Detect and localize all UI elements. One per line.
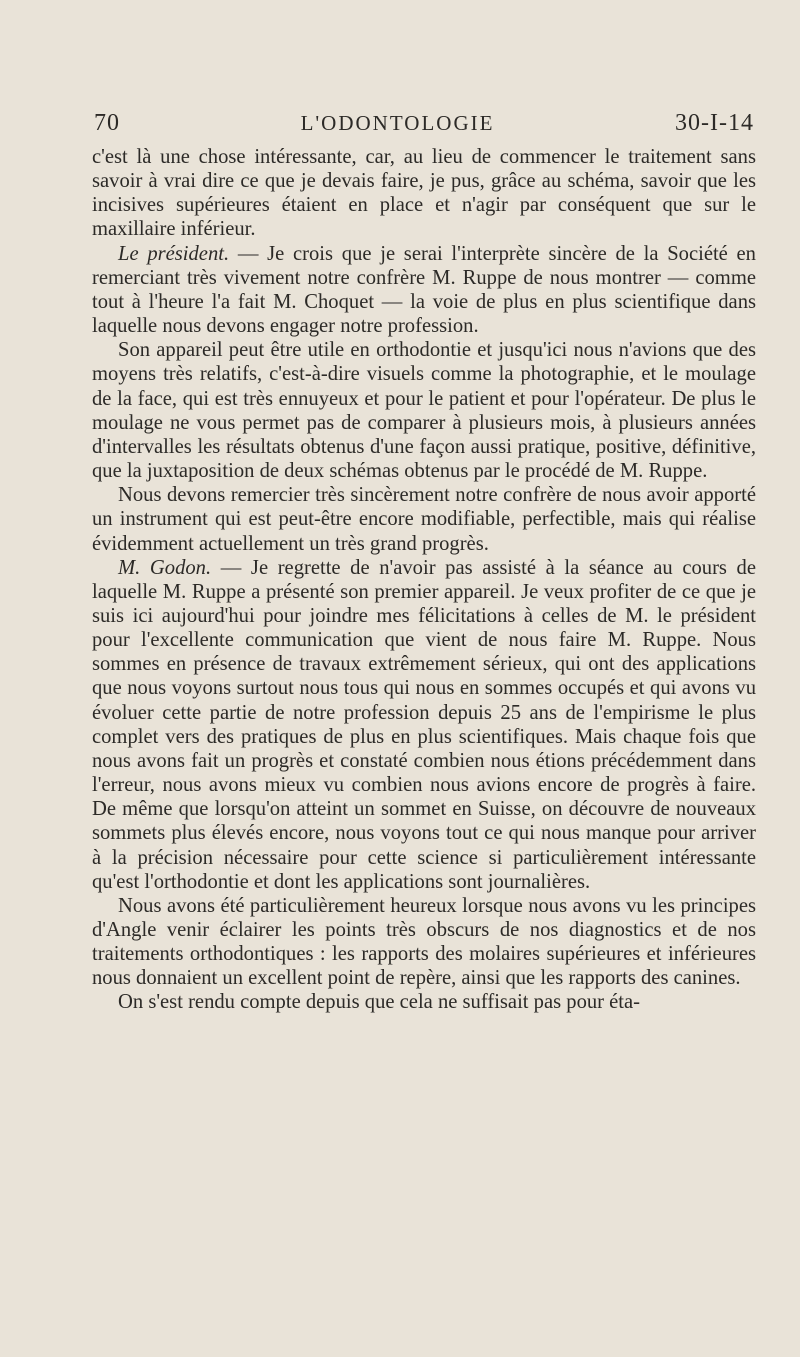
paragraph-text: Son appareil peut être utile en orthodontie et jusqu'ici nous n'avions que des moyens très relatifs, c'est-à-dire visuels comme la photographie, et le moulage de la face, qui est très ennuyeux et pour le patient et pour l'opérateur. De plus le moulage ne vous permet pas de comparer à plusieurs mois, à plusieurs années d'intervalles les résultats obtenus d'une façon aussi pratique, positive, définitive, que la juxtaposition de deux schémas obtenus par le procédé de M. Ruppe.	[92, 339, 756, 483]
paragraph	[92, 483, 756, 555]
journal-title: L'ODONTOLOGIE	[300, 111, 495, 135]
speaker-name: Le président.	[118, 242, 230, 265]
paragraph	[92, 990, 756, 1014]
paragraph-text: — Je crois que je serai l'interprète sincère de la Société en remerciant très vivement notre confrère M. Ruppe de nous montrer — comme tout à l'heure l'a fait M. Choquet — la voie de plus en plus scientifique dans laquelle nous devons engager notre profession.	[92, 242, 756, 338]
paragraph-text: On s'est rendu compte depuis que cela ne suffisait pas pour éta-	[118, 991, 641, 1014]
paragraph-text: — Je regrette de n'avoir pas assisté à la séance au cours de laquelle M. Ruppe a présenté son premier appareil. Je veux profiter de ce que je suis ici aujourd'hui pour joindre mes félicitations à celles de M. le président pour l'excellente communication que vient de nous faire M. Ruppe. Nous sommes en présence de travaux extrêmement sérieux, qui ont des applications que nous voyons surtout nous tous qui nous en sommes occupés et qui avons vu évoluer cette partie de notre profession depuis 25 ans de l'empirisme le plus complet vers des pratiques de plus en plus scientifiques. Mais chaque fois que nous avons fait un progrès et constaté combien nous étions précédemment dans l'erreur, nous avons mieux vu combien nous avions encore de progrès à faire. De même que lorsqu'on atteint un sommet en Suisse, on découvre de nouveaux sommets plus élevés encore, nous voyons tout ce qui nous manque pour arriver à la précision nécessaire pour cette science si particulièrement intéressante qu'est l'orthodontie et dont les applications sont journalières.	[92, 556, 756, 893]
speaker-name: M. Godon.	[118, 556, 212, 579]
paragraph	[92, 556, 756, 894]
paragraph	[92, 338, 756, 483]
body-text	[92, 145, 756, 1015]
issue-date: 30-I-14	[675, 110, 754, 136]
paragraph-text: Nous avons été particulièrement heureux lorsque nous avons vu les principes d'Angle venir éclairer les points très obscurs de nos diagnostics et de nos traitements orthodontiques : les rapports des molaires supérieures et inférieures nous donnaient un excellent point de repère, ainsi que les rapports des canines.	[92, 894, 756, 990]
paragraph	[92, 145, 756, 242]
paragraph-text: Nous devons remercier très sincèrement notre confrère de nous avoir apporté un instrument qui est peut-être encore modifiable, perfectible, mais qui réalise évidemment actuellement un très grand progrès.	[92, 484, 756, 555]
running-header	[94, 110, 754, 140]
page-number: 70	[94, 110, 120, 136]
paragraph-text: c'est là une chose intéressante, car, au lieu de commencer le traitement sans savoir à vrai dire ce que je devais faire, je pus, grâce au schéma, savoir que les incisives supérieures étaient en place et n'agir par conséquent que sur le maxillaire inférieur.	[92, 146, 756, 241]
paragraph	[92, 894, 756, 991]
paragraph	[92, 242, 756, 339]
